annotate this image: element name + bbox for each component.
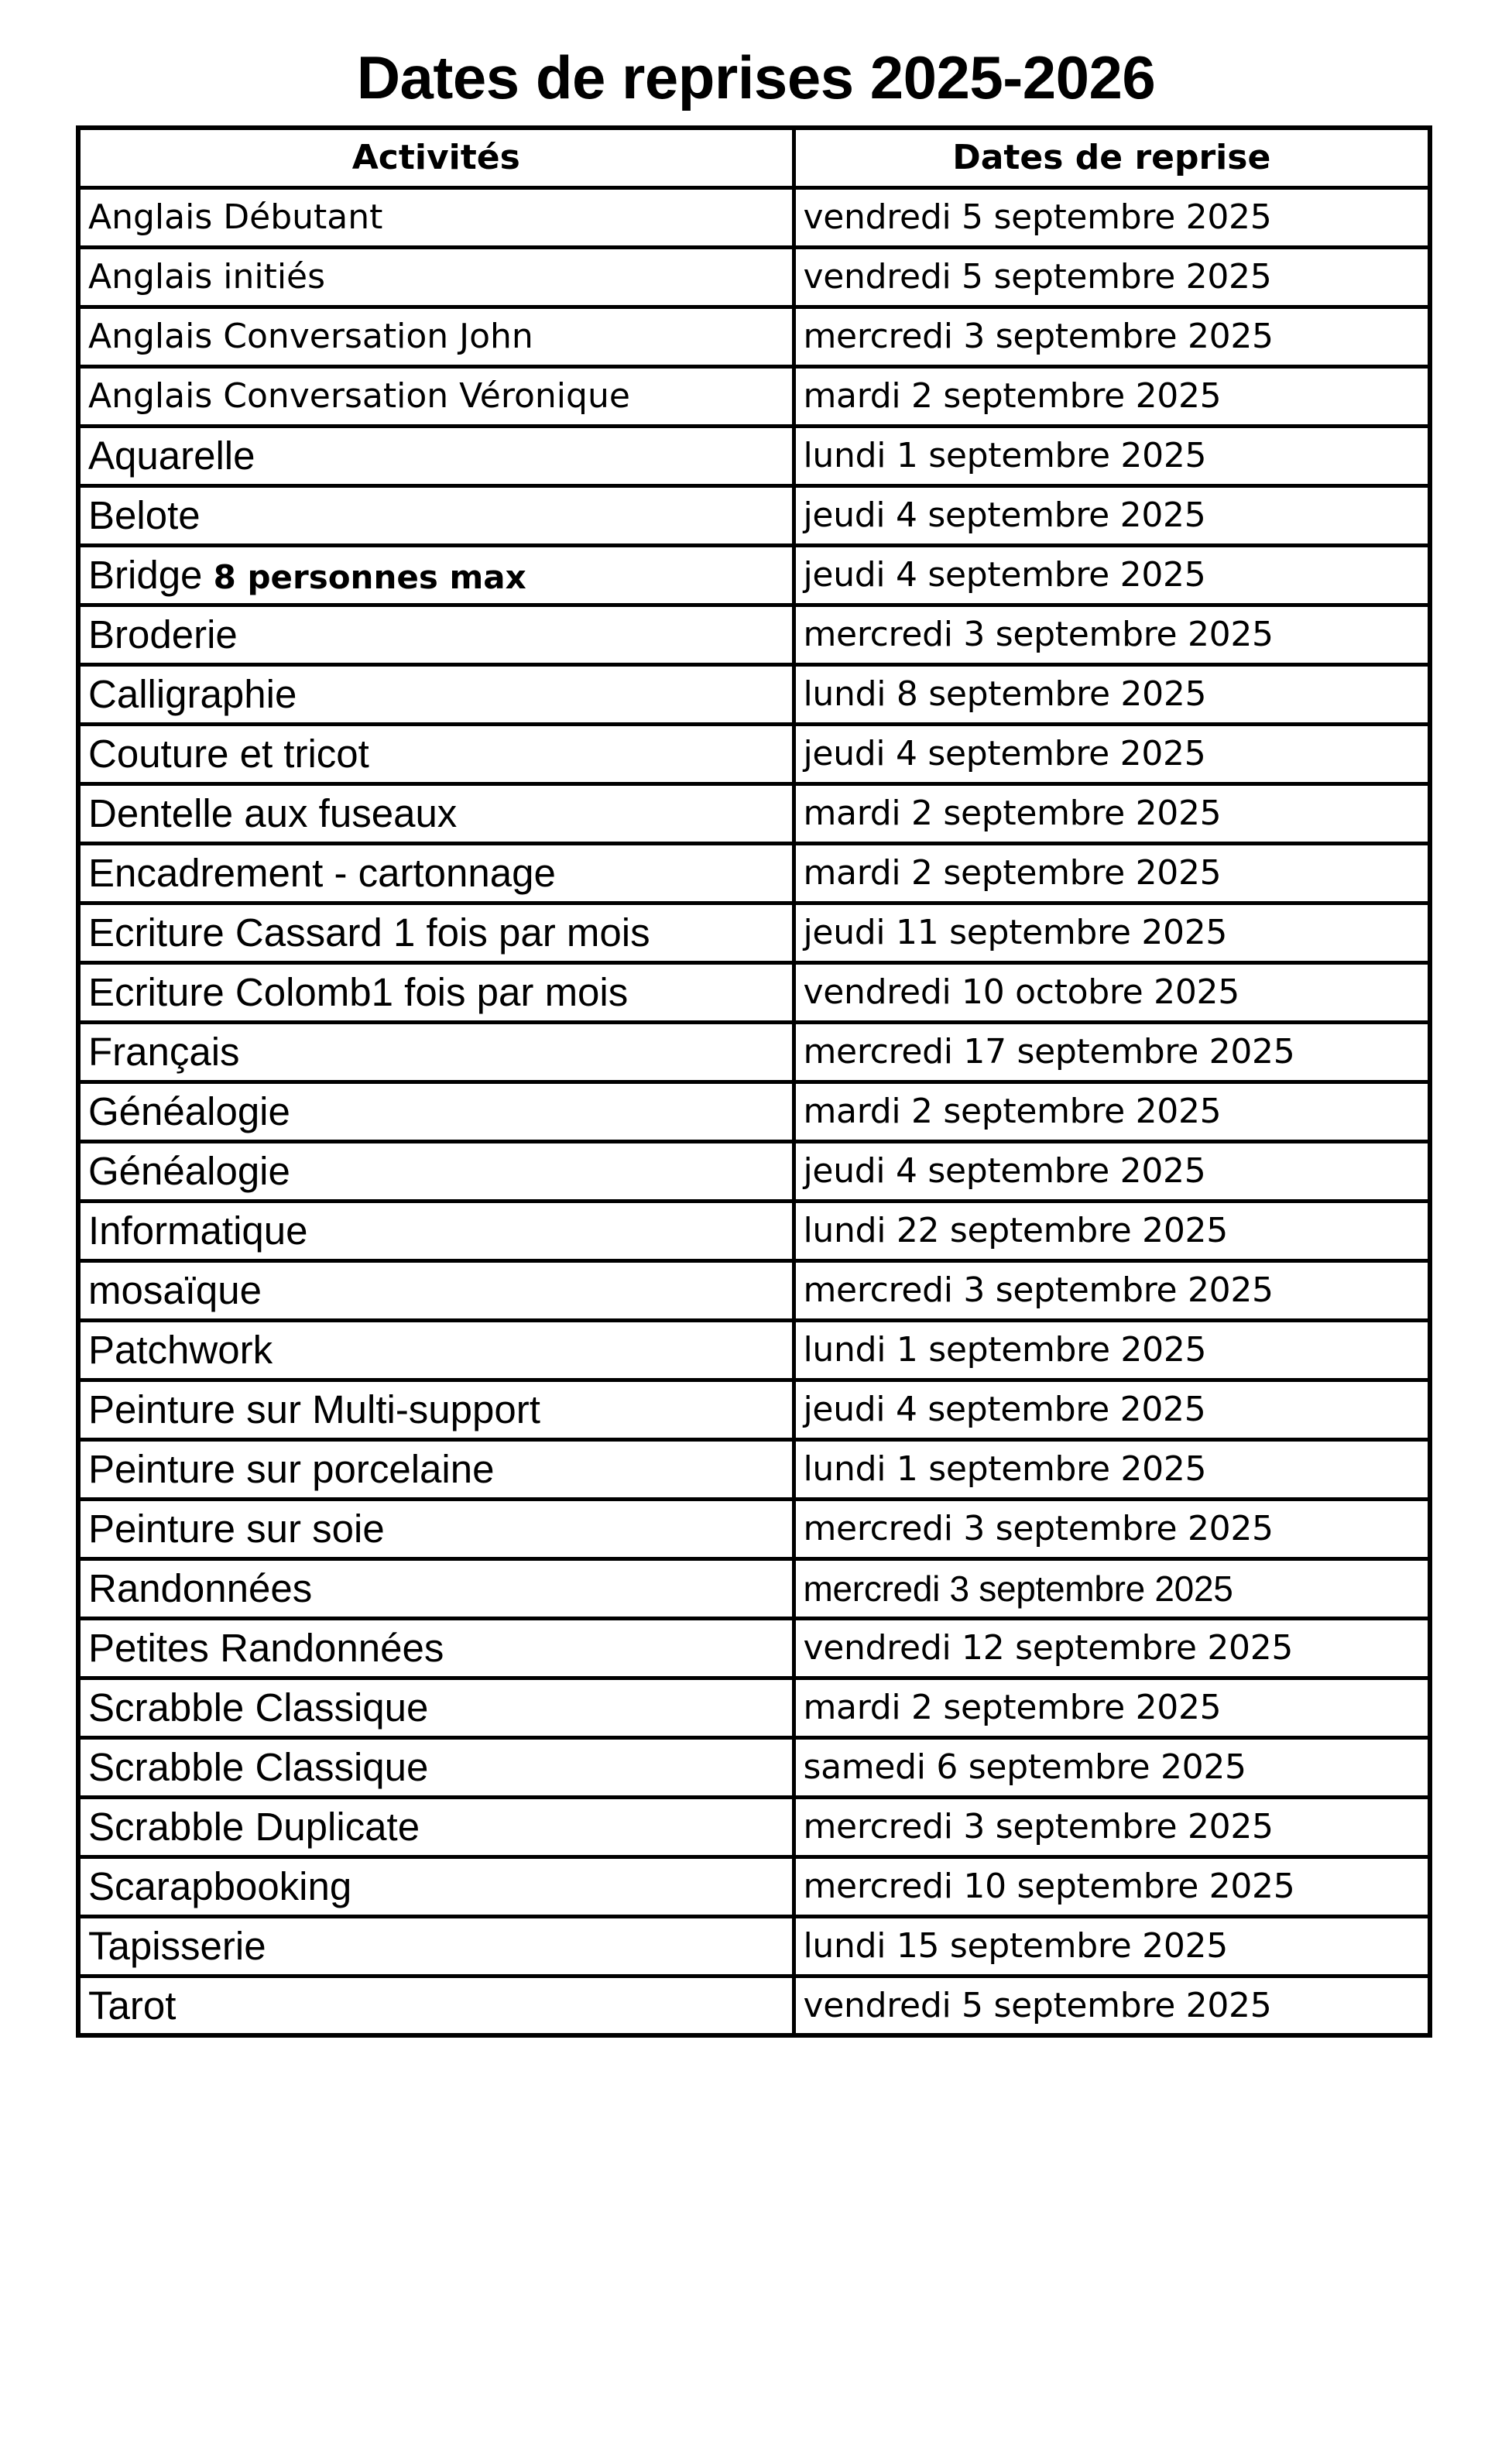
date-cell: mardi 2 septembre 2025 [794, 1082, 1430, 1141]
activity-cell [78, 1141, 794, 1201]
date-cell: mardi 2 septembre 2025 [794, 1678, 1430, 1737]
date-cell: vendredi 12 septembre 2025 [794, 1618, 1430, 1678]
activity-cell [78, 664, 794, 724]
date-cell: mercredi 17 septembre 2025 [794, 1022, 1430, 1082]
activity-name: Généalogie [88, 1149, 290, 1193]
date-cell: lundi 22 septembre 2025 [794, 1201, 1430, 1260]
table-row [78, 1141, 1430, 1201]
table-row [78, 605, 1430, 664]
date-cell: mercredi 3 septembre 2025 [794, 1499, 1430, 1558]
date-cell: mercredi 3 septembre 2025 [794, 307, 1430, 366]
activity-name: Anglais Conversation Véronique [88, 376, 630, 416]
table-row [78, 1201, 1430, 1260]
table-row [78, 1916, 1430, 1976]
date-cell: mardi 2 septembre 2025 [794, 843, 1430, 903]
activity-name: Calligraphie [88, 672, 297, 716]
activity-cell [78, 903, 794, 962]
activity-name: Scrabble Classique [88, 1685, 429, 1730]
activity-name: Peinture sur Multi-support [88, 1387, 540, 1431]
table-row [78, 903, 1430, 962]
activity-cell [78, 426, 794, 485]
date-cell: jeudi 4 septembre 2025 [794, 545, 1430, 605]
activity-name: Broderie [88, 612, 238, 657]
activity-cell [78, 307, 794, 366]
activity-cell [78, 545, 794, 605]
activity-name: Couture et tricot [88, 732, 369, 776]
date-cell: jeudi 11 septembre 2025 [794, 903, 1430, 962]
activity-cell [78, 1976, 794, 2035]
capacity-note: 8 personnes max [213, 558, 526, 596]
table-row [78, 307, 1430, 366]
activity-cell [78, 1558, 794, 1618]
table-row [78, 1380, 1430, 1439]
table-row [78, 1737, 1430, 1797]
activity-cell [78, 724, 794, 783]
table-row [78, 962, 1430, 1022]
date-cell: lundi 15 septembre 2025 [794, 1916, 1430, 1976]
activity-cell [78, 1737, 794, 1797]
activity-cell [78, 247, 794, 307]
activity-cell [78, 1320, 794, 1380]
table-row [78, 366, 1430, 426]
table-row [78, 545, 1430, 605]
date-cell: lundi 1 septembre 2025 [794, 1320, 1430, 1380]
date-cell: lundi 8 septembre 2025 [794, 664, 1430, 724]
activity-name: Encadrement - cartonnage [88, 851, 556, 895]
table-row [78, 187, 1430, 247]
date-cell: mercredi 3 septembre 2025 [794, 1558, 1430, 1618]
activity-name: Randonnées [88, 1566, 313, 1610]
date-cell: jeudi 4 septembre 2025 [794, 485, 1430, 545]
activity-cell [78, 1439, 794, 1499]
activity-name: Anglais Conversation John [88, 317, 533, 356]
table-row [78, 1320, 1430, 1380]
activity-name: Tapisserie [88, 1924, 266, 1968]
activity-cell [78, 1082, 794, 1141]
column-header-dates: Dates de reprise [794, 128, 1430, 187]
table-row [78, 1022, 1430, 1082]
table-row [78, 1439, 1430, 1499]
table-row [78, 1857, 1430, 1916]
table-row [78, 426, 1430, 485]
activity-cell [78, 485, 794, 545]
table-row [78, 724, 1430, 783]
activity-cell [78, 962, 794, 1022]
activity-name: Peinture sur soie [88, 1507, 385, 1551]
table-row [78, 1499, 1430, 1558]
table-row [78, 1618, 1430, 1678]
date-cell: vendredi 5 septembre 2025 [794, 247, 1430, 307]
activity-cell [78, 605, 794, 664]
activity-cell [78, 1022, 794, 1082]
activity-cell [78, 843, 794, 903]
table-row [78, 783, 1430, 843]
table-row [78, 1558, 1430, 1618]
table-row [78, 1976, 1430, 2035]
date-cell: mercredi 3 septembre 2025 [794, 605, 1430, 664]
table-row [78, 1260, 1430, 1320]
table-header-row [78, 128, 1430, 187]
date-cell: vendredi 5 septembre 2025 [794, 1976, 1430, 2035]
activity-name: Anglais Débutant [88, 197, 383, 237]
activity-cell [78, 366, 794, 426]
activity-name: Ecriture Cassard 1 fois par mois [88, 910, 650, 955]
table-body [78, 187, 1430, 2035]
activity-name: Tarot [88, 1983, 177, 2028]
page-title: Dates de reprises 2025-2026 [356, 43, 1156, 111]
activity-name: Informatique [88, 1209, 308, 1253]
table-row [78, 485, 1430, 545]
activity-name: Peinture sur porcelaine [88, 1447, 495, 1491]
table-row [78, 664, 1430, 724]
activity-cell [78, 1499, 794, 1558]
date-cell: vendredi 10 octobre 2025 [794, 962, 1430, 1022]
activity-name: Scrabble Classique [88, 1745, 429, 1789]
activity-name: Ecriture Colomb1 fois par mois [88, 970, 629, 1014]
table-row [78, 1082, 1430, 1141]
activity-cell [78, 1260, 794, 1320]
table-row [78, 1678, 1430, 1737]
date-cell: jeudi 4 septembre 2025 [794, 1141, 1430, 1201]
reprise-dates-table [76, 125, 1432, 2038]
activity-name: Dentelle aux fuseaux [88, 791, 458, 835]
date-cell: vendredi 5 septembre 2025 [794, 187, 1430, 247]
date-cell: mardi 2 septembre 2025 [794, 366, 1430, 426]
date-cell: mercredi 3 septembre 2025 [794, 1797, 1430, 1857]
activity-cell [78, 1678, 794, 1737]
date-cell: lundi 1 septembre 2025 [794, 1439, 1430, 1499]
column-header-activities: Activités [78, 128, 794, 187]
date-cell: samedi 6 septembre 2025 [794, 1737, 1430, 1797]
date-cell: mardi 2 septembre 2025 [794, 783, 1430, 843]
activity-name: Bridge [88, 553, 203, 597]
activity-cell [78, 1380, 794, 1439]
date-cell: mercredi 3 septembre 2025 [794, 1260, 1430, 1320]
table-row [78, 843, 1430, 903]
date-cell: jeudi 4 septembre 2025 [794, 1380, 1430, 1439]
date-cell: lundi 1 septembre 2025 [794, 426, 1430, 485]
activity-cell [78, 1916, 794, 1976]
activity-name: Patchwork [88, 1328, 273, 1372]
activity-name: Aquarelle [88, 434, 255, 478]
date-cell: jeudi 4 septembre 2025 [794, 724, 1430, 783]
activity-name: Scrabble Duplicate [88, 1805, 420, 1849]
activity-name: Scarapbooking [88, 1864, 352, 1908]
activity-name: Belote [88, 493, 201, 537]
activity-name: Petites Randonnées [88, 1626, 444, 1670]
activity-cell [78, 1857, 794, 1916]
table-row [78, 247, 1430, 307]
activity-cell [78, 187, 794, 247]
activity-name: Français [88, 1030, 240, 1074]
table-row [78, 1797, 1430, 1857]
activity-name: mosaïque [88, 1268, 262, 1312]
activity-cell [78, 1797, 794, 1857]
date-cell: mercredi 10 septembre 2025 [794, 1857, 1430, 1916]
activity-cell [78, 1201, 794, 1260]
activity-name: Anglais initiés [88, 257, 326, 297]
activity-cell [78, 783, 794, 843]
activity-cell [78, 1618, 794, 1678]
activity-name: Généalogie [88, 1089, 290, 1133]
